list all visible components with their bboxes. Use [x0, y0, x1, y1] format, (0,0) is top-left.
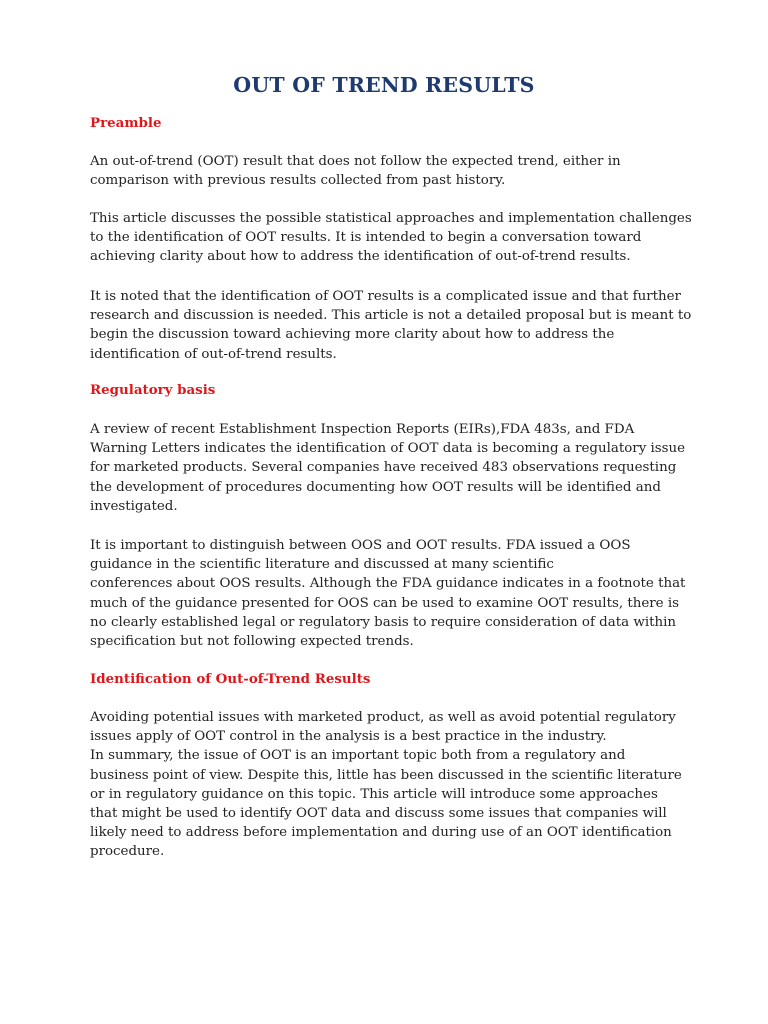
regulatory-paragraph-1 — [90, 420, 690, 516]
text-line: the development of procedures documenting how OOT results will be identified and — [90, 479, 661, 495]
document-title: OUT OF TREND RESULTS — [233, 73, 535, 97]
section-heading-identification: Identification of Out-of-Trend Results — [90, 671, 371, 687]
text-line: much of the guidance presented for OOS can be used to examine OOT results, there is — [90, 595, 680, 611]
text-line: An out-of-trend (OOT) result that does not follow the expected trend, either in — [90, 154, 621, 169]
text-line: A review of recent Establishment Inspection Reports (EIRs),FDA 483s, and FDA — [90, 422, 635, 437]
text-line: research and discussion is needed. This article is not a detailed proposal but is meant to — [90, 308, 692, 324]
text-line: Warning Letters indicates the identification of OOT data is becoming a regulatory issue — [90, 441, 686, 457]
text-line: achieving clarity about how to address the identification of out-of-trend results. — [90, 249, 631, 265]
regulatory-paragraph-2 — [90, 536, 690, 651]
text-line: In summary, the issue of OOT is an important topic both from a regulatory and — [90, 748, 626, 764]
text-line: to the identification of OOT results. It is intended to begin a conversation toward — [90, 230, 642, 246]
text-line: procedure. — [90, 844, 165, 860]
text-line: It is important to distinguish between OOS and OOT results. FDA issued a OOS — [90, 538, 631, 553]
text-line: that might be used to identify OOT data and discuss some issues that companies will — [90, 806, 667, 822]
identification-paragraph-1 — [90, 708, 690, 862]
text-line: issues apply of OOT control in the analysis is a best practice in the industry. — [90, 729, 607, 745]
text-line: business point of view. Despite this, little has been discussed in the scientific literature — [90, 767, 682, 783]
text-line: guidance in the scientific literature and discussed at many scientific — [90, 557, 554, 573]
section-heading-regulatory-basis: Regulatory basis — [90, 382, 216, 398]
text-line: It is noted that the identification of OOT results is a complicated issue and that further — [90, 289, 681, 304]
preamble-paragraph-3 — [90, 287, 690, 364]
text-line: begin the discussion toward achieving more clarity about how to address the — [90, 327, 615, 343]
preamble-paragraph-2 — [90, 209, 690, 267]
text-line: or in regulatory guidance on this topic. This article will introduce some approaches — [90, 786, 658, 802]
text-line: likely need to address before implementation and during use of an OOT identification — [90, 825, 672, 841]
preamble-paragraph-1 — [90, 152, 690, 190]
text-line: Avoiding potential issues with marketed product, as well as avoid potential regulatory — [90, 710, 676, 725]
text-line: investigated. — [90, 498, 178, 514]
text-line: comparison with previous results collected from past history. — [90, 173, 506, 189]
section-heading-preamble: Preamble — [90, 115, 162, 131]
text-line: for marketed products. Several companies have received 483 observations requesting — [90, 460, 677, 476]
text-line: no clearly established legal or regulatory basis to require consideration of data within — [90, 614, 677, 630]
text-line: identification of out-of-trend results. — [90, 346, 337, 362]
text-line: This article discusses the possible statistical approaches and implementation challenges — [90, 211, 692, 226]
text-line: conferences about OOS results. Although the FDA guidance indicates in a footnote that — [90, 576, 686, 592]
text-line: specification but not following expected trends. — [90, 634, 414, 650]
